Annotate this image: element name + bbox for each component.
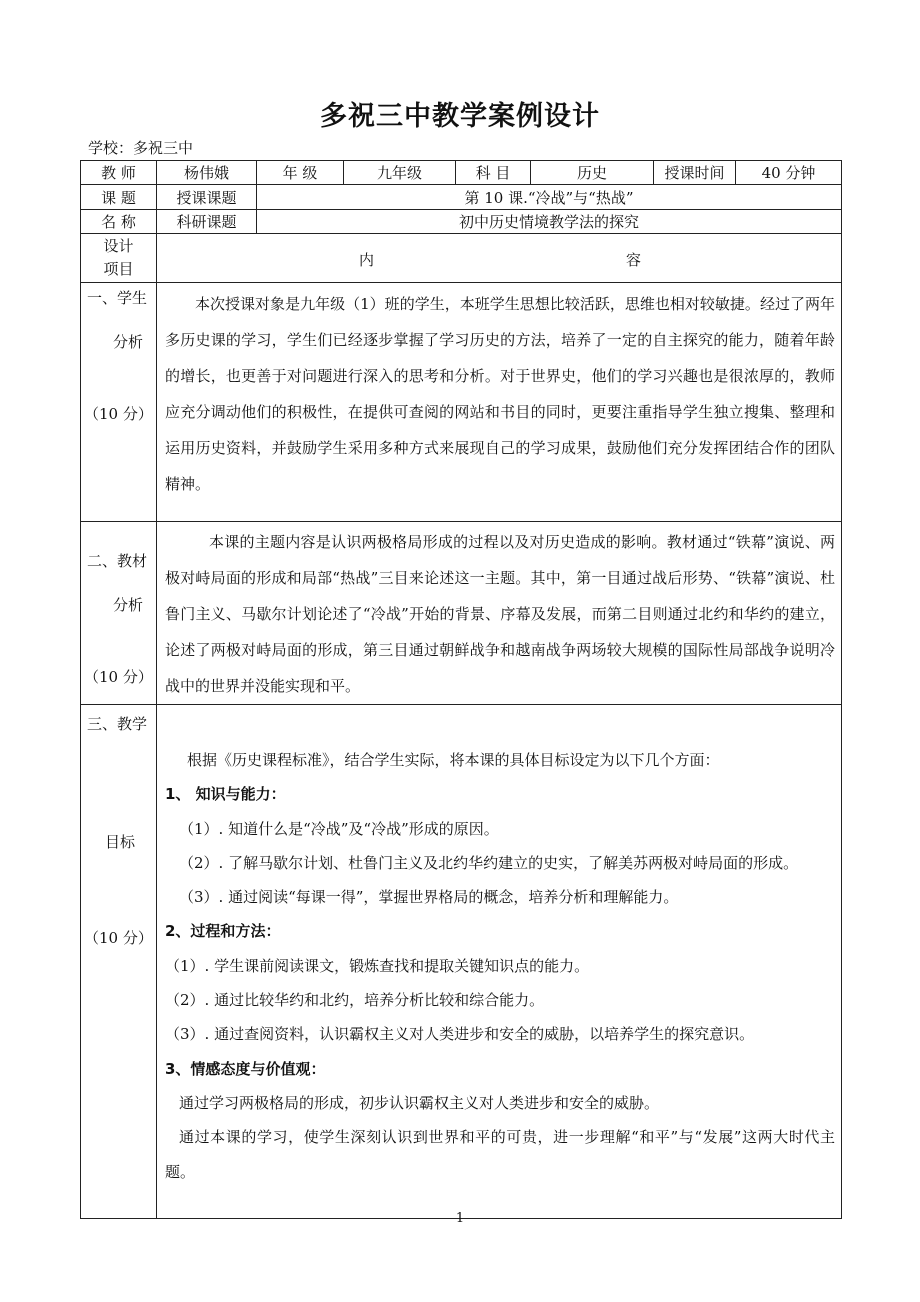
material-analysis-text: 本课的主题内容是认识两极格局形成的过程以及对历史造成的影响。教材通过“铁幕”演说、两极对峙局面的形成和局部“热战”三目来论述这一主题。其中，第一目通过战后形势、“铁幕”演说、杜鲁门主义、马歇尔计划论述了“冷战”开始的背景、序幕及发展，而第二目则通过北约和华约的建立，论述了两极对峙局面的形成，第三目通过朝鲜战争和越南战争两场较大规模的国际性局部战争说明冷战中的世界并没能实现和平。 <box>165 533 835 695</box>
document-title: 多祝三中教学案例设计 <box>320 101 600 132</box>
goals-intro: 根据《历史课程标准》，结合学生实际，将本课的具体目标设定为以下几个方面： <box>187 751 720 769</box>
process-item-1: （1）. 学生课前阅读课文，锻炼查找和提取关键知识点的能力。 <box>165 956 590 975</box>
time-label: 授课时间 <box>654 161 736 185</box>
material-analysis-label-line1: 二、教材 <box>87 552 148 570</box>
school-label: 学校：多祝三中 <box>88 139 194 157</box>
topic-name-label-top: 课 题 <box>81 185 157 210</box>
knowledge-item-3: （3）. 通过阅读“每课一得”，掌握世界格局的概念，培养分析和理解能力。 <box>179 888 679 907</box>
goals-heading-attitude: 3、情感态度与价值观： <box>165 1059 326 1078</box>
content-header-right: 容 <box>626 251 642 269</box>
material-analysis-label-line2: 分析 <box>113 596 144 614</box>
content-header <box>157 234 842 283</box>
lesson-topic-row <box>81 185 842 210</box>
teacher-label: 教 师 <box>81 161 157 185</box>
teaching-goals-content <box>157 705 842 1219</box>
material-analysis-content <box>157 522 842 705</box>
student-analysis-label-line2: 分析 <box>113 333 144 351</box>
topic-name-label-bottom: 名 称 <box>81 210 157 234</box>
student-analysis-score: （10 分） <box>84 405 153 423</box>
teaching-goals-text <box>157 705 841 1189</box>
process-item-2: （2）. 通过比较华约和北约，培养分析比较和综合能力。 <box>165 991 545 1010</box>
material-analysis-label <box>81 522 157 705</box>
attitude-item-2: 通过本课的学习，使学生深刻认识到世界和平的可贵，进一步理解“和平”与“发展”这两大时代主题。 <box>165 1128 835 1181</box>
knowledge-item-2: （2）. 了解马歇尔计划、杜鲁门主义及北约华约建立的史实，了解美苏两极对峙局面的形成。 <box>179 853 799 872</box>
research-topic-label: 科研课题 <box>157 210 257 234</box>
attitude-item-1: 通过学习两极格局的形成，初步认识霸权主义对人类进步和安全的威胁。 <box>179 1093 660 1112</box>
student-analysis-label <box>81 283 157 522</box>
goals-heading-knowledge: 1、 知识与能力： <box>165 785 286 804</box>
lesson-topic-value: 第 10 课.“冷战”与“热战” <box>257 185 842 210</box>
teaching-goals-score: （10 分） <box>84 929 153 947</box>
grade-label: 年 级 <box>257 161 344 185</box>
material-analysis-row <box>81 522 842 705</box>
teaching-goals-row <box>81 705 842 1219</box>
grade-value: 九年级 <box>344 161 456 185</box>
student-analysis-row <box>81 283 842 522</box>
goals-heading-process: 2、过程和方法： <box>165 922 281 941</box>
subject-label: 科 目 <box>456 161 531 185</box>
knowledge-item-1: （1）. 知道什么是“冷战”及“冷战”形成的原因。 <box>179 819 499 838</box>
design-item-header <box>81 234 157 283</box>
content-header-left: 内 <box>359 251 375 269</box>
teaching-goals-label-line2: 目标 <box>105 833 136 851</box>
time-value: 40 分钟 <box>736 161 842 185</box>
research-topic-row <box>81 210 842 234</box>
teacher-value: 杨伟娥 <box>157 161 257 185</box>
process-item-3: （3）. 通过查阅资料，认识霸权主义对人类进步和安全的威胁，以培养学生的探究意识。 <box>165 1025 755 1044</box>
research-topic-value: 初中历史情境教学法的探究 <box>257 210 842 234</box>
student-analysis-content <box>157 283 842 522</box>
student-analysis-label-line1: 一、学生 <box>87 289 148 307</box>
lesson-topic-label: 授课课题 <box>157 185 257 210</box>
info-row <box>81 161 842 185</box>
header-row <box>81 234 842 283</box>
teaching-goals-label-line1: 三、教学 <box>87 715 148 733</box>
page-number: 1 <box>455 1211 465 1226</box>
design-item-line2: 项目 <box>103 260 134 278</box>
design-item-line1: 设计 <box>103 237 134 255</box>
teaching-goals-label <box>81 705 157 1219</box>
student-analysis-text: 本次授课对象是九年级（1）班的学生，本班学生思想比较活跃，思维也相对较敏捷。经过了两年多历史课的学习，学生们已经逐步掌握了学习历史的方法，培养了一定的自主探究的能力，随着年龄的增长，也更善于对问题进行深入的思考和分析。对于世界史，他们的学习兴趣也是很浓厚的，教师应充分调动他们的积极性，在提供可查阅的网站和书目的同时，更要注重指导学生独立搜集、整理和运用历史资料，并鼓励学生采用多种方式来展现自己的学习成果，鼓励他们充分发挥团结合作的团队精神。 <box>165 295 835 493</box>
subject-value: 历史 <box>531 161 654 185</box>
lesson-plan-table <box>80 160 842 1219</box>
material-analysis-score: （10 分） <box>84 668 153 686</box>
